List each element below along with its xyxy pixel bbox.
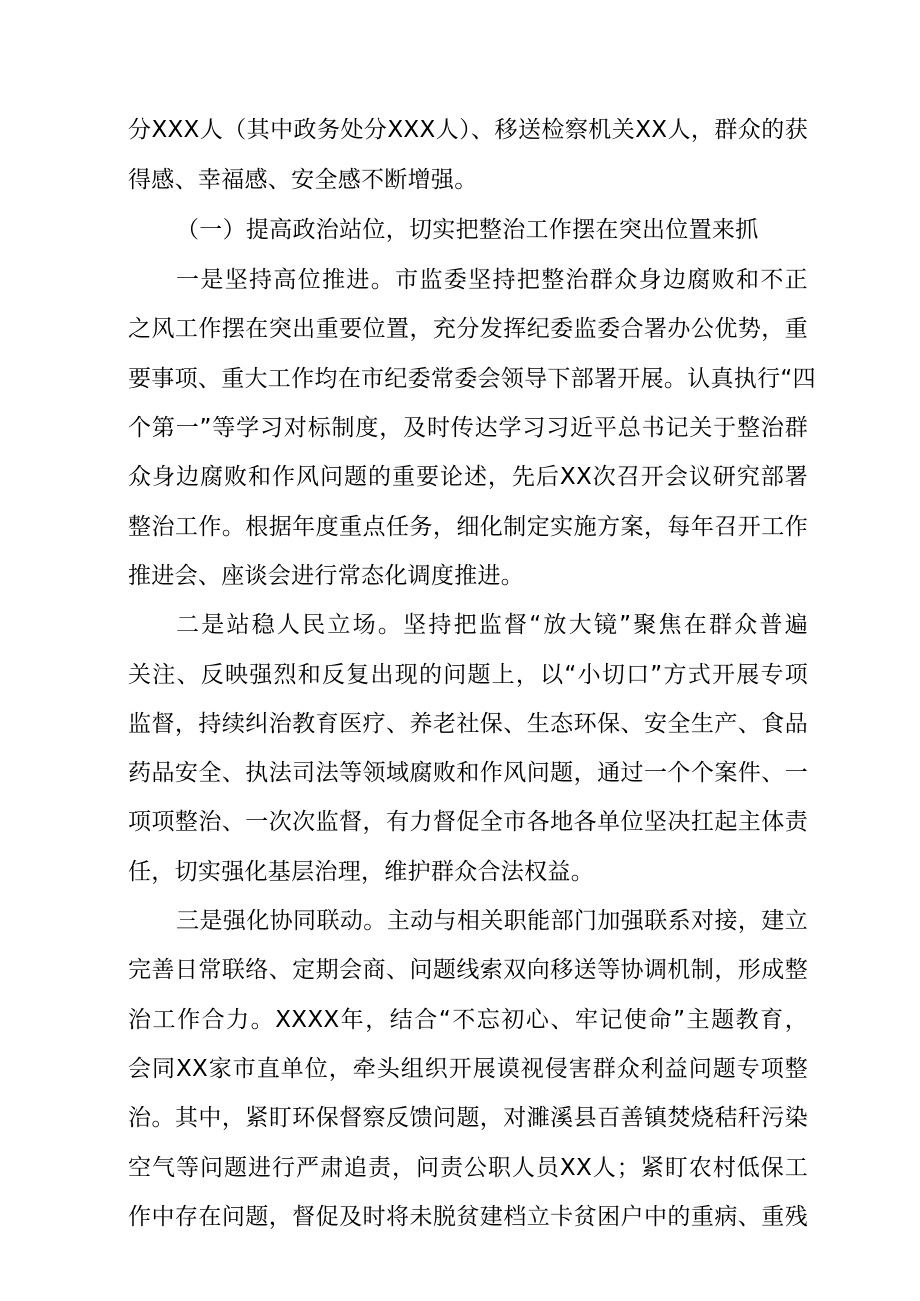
text-line-6: 要事项、重大工作均在市纪委常委会领导下部署开展。认真执行“四: [128, 366, 816, 392]
text-line-12: 关注、反映强烈和反复出现的问题上，以“小切口”方式开展专项: [128, 662, 808, 688]
text-line-9: 整治工作。根据年度重点任务，细化制定实施方案，每年召开工作: [128, 514, 808, 540]
text-line-20: 会同XX家市直单位，牵头组织开展谟视侵害群众利益问题专项整: [128, 1056, 808, 1082]
text-line-22: 空气等问题进行严肃追责，问责公职人员XX人；紧盯农村低保工: [128, 1155, 808, 1181]
text-line-8: 众身边腐败和作风问题的重要论述，先后XX次召开会议研究部署: [128, 464, 808, 490]
text-line-11: 二是站稳人民立场。坚持把监督“放大镜”聚焦在群众普遍: [176, 612, 808, 638]
text-line-14: 药品安全、执法司法等领域腐败和作风问题，通过一个个案件、一: [128, 760, 808, 786]
text-line-15: 项项整治、一次次监督，有力督促全市各地各单位坚决扛起主体责: [128, 809, 808, 835]
text-line-1: 分XXX人（其中政务处分XXX人）、移送检察机关XX人，群众的获: [128, 117, 808, 143]
text-line-16: 任，切实强化基层治理，维护群众合法权益。: [128, 859, 594, 885]
text-line-10: 推进会、座谈会进行常态化调度推进。: [128, 563, 525, 589]
text-line-7: 个第一”等学习对标制度，及时传达学习习近平总书记关于整治群: [128, 415, 808, 441]
text-line-23: 作中存在问题，督促及时将未脱贫建档立卡贫困户中的重病、重残: [128, 1204, 808, 1230]
section-heading: （一）提高政治站位，切实把整治工作摆在突出位置来抓: [176, 217, 759, 243]
text-line-4: 一是坚持高位推进。市监委坚持把整治群众身边腐败和不正: [176, 267, 808, 293]
text-line-21: 治。其中，紧盯环保督察反馈问题，对濉溪县百善镇焚烧秸秆污染: [128, 1105, 808, 1131]
text-line-2: 得感、幸福感、安全感不断增强。: [128, 167, 478, 193]
text-line-18: 完善日常联络、定期会商、问题线索双向移送等协调机制，形成整: [128, 957, 808, 983]
text-line-17: 三是强化协同联动。主动与相关职能部门加强联系对接，建立: [176, 908, 808, 934]
text-line-13: 监督，持续纠治教育医疗、养老社保、生态环保、安全生产、食品: [128, 711, 808, 737]
text-line-5: 之风工作摆在突出重要位置，充分发挥纪委监委合署办公优势，重: [128, 316, 808, 342]
text-line-19: 治工作合力。XXXX年，结合“不忘初心、牢记使命”主题教育，: [128, 1007, 808, 1033]
